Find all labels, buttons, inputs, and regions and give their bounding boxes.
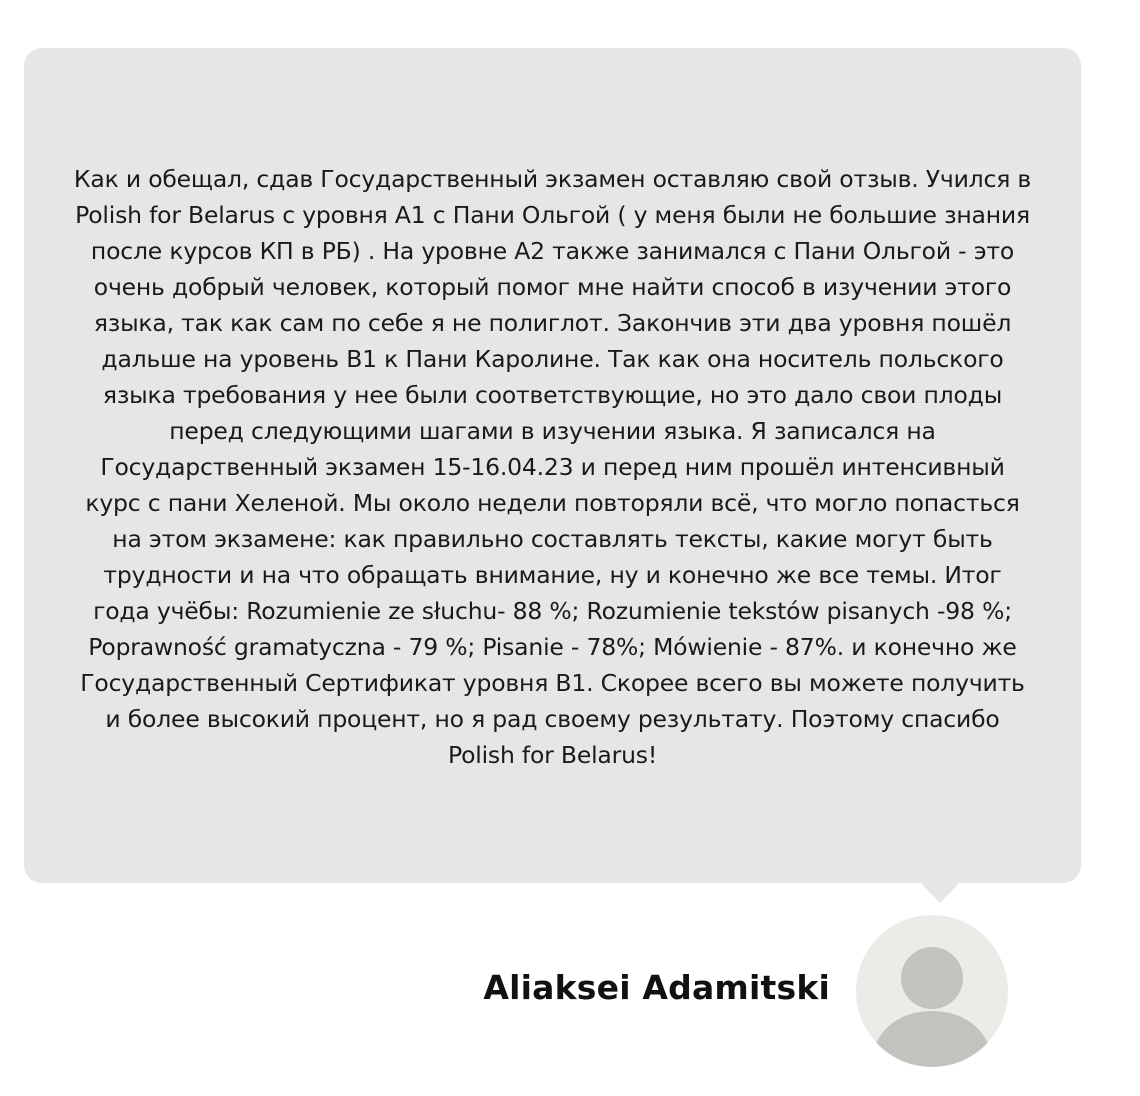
review-bubble <box>24 48 1081 883</box>
review-text: Как и обещал, сдав Государственный экзамен оставляю свой отзыв. Учился в Polish for Belarus с уровня А1 с Пани Ольгой ( у меня были не большие знания после курсов КП в РБ) . На уровне А2 также занимался с Пани Ольгой - это очень добрый человек, который помог мне найти способ в изучении этого языка, так как сам по себе я не полиглот. Закончив эти два уровня пошёл дальше на уровень В1 к Пани Каролине. Так как она носитель польского языка требования у нее были соответствующие, но это дало свои плоды перед следующими шагами в изучении языка. Я записался на Государственный экзамен 15-16.04.23 и перед ним прошёл интенсивный курс с пани Хеленой. Мы около недели повторяли всё, что могло попасться на этом экзамене: как правильно составлять тексты, какие могут быть трудности и на что обращать внимание, ну и конечно же все темы. Итог года учёбы: Rozumienie ze słuchu- 88 %; Rozumienie tekstów pisanych -98 %; Poprawność gramatyczna - 79 %; Pisanie - 78%; Mówienie - 87%. и конечно же Государственный Сертификат уровня В1. Скорее всего вы можете получить и более высокий процент, но я рад своему результату. Поэтому спасибо Polish for Belarus! <box>73 164 1032 769</box>
bubble-tail <box>919 881 961 903</box>
author-name: Aliaksei Adamitski <box>483 968 830 1007</box>
user-silhouette-icon <box>856 915 1008 1067</box>
avatar <box>856 915 1008 1067</box>
